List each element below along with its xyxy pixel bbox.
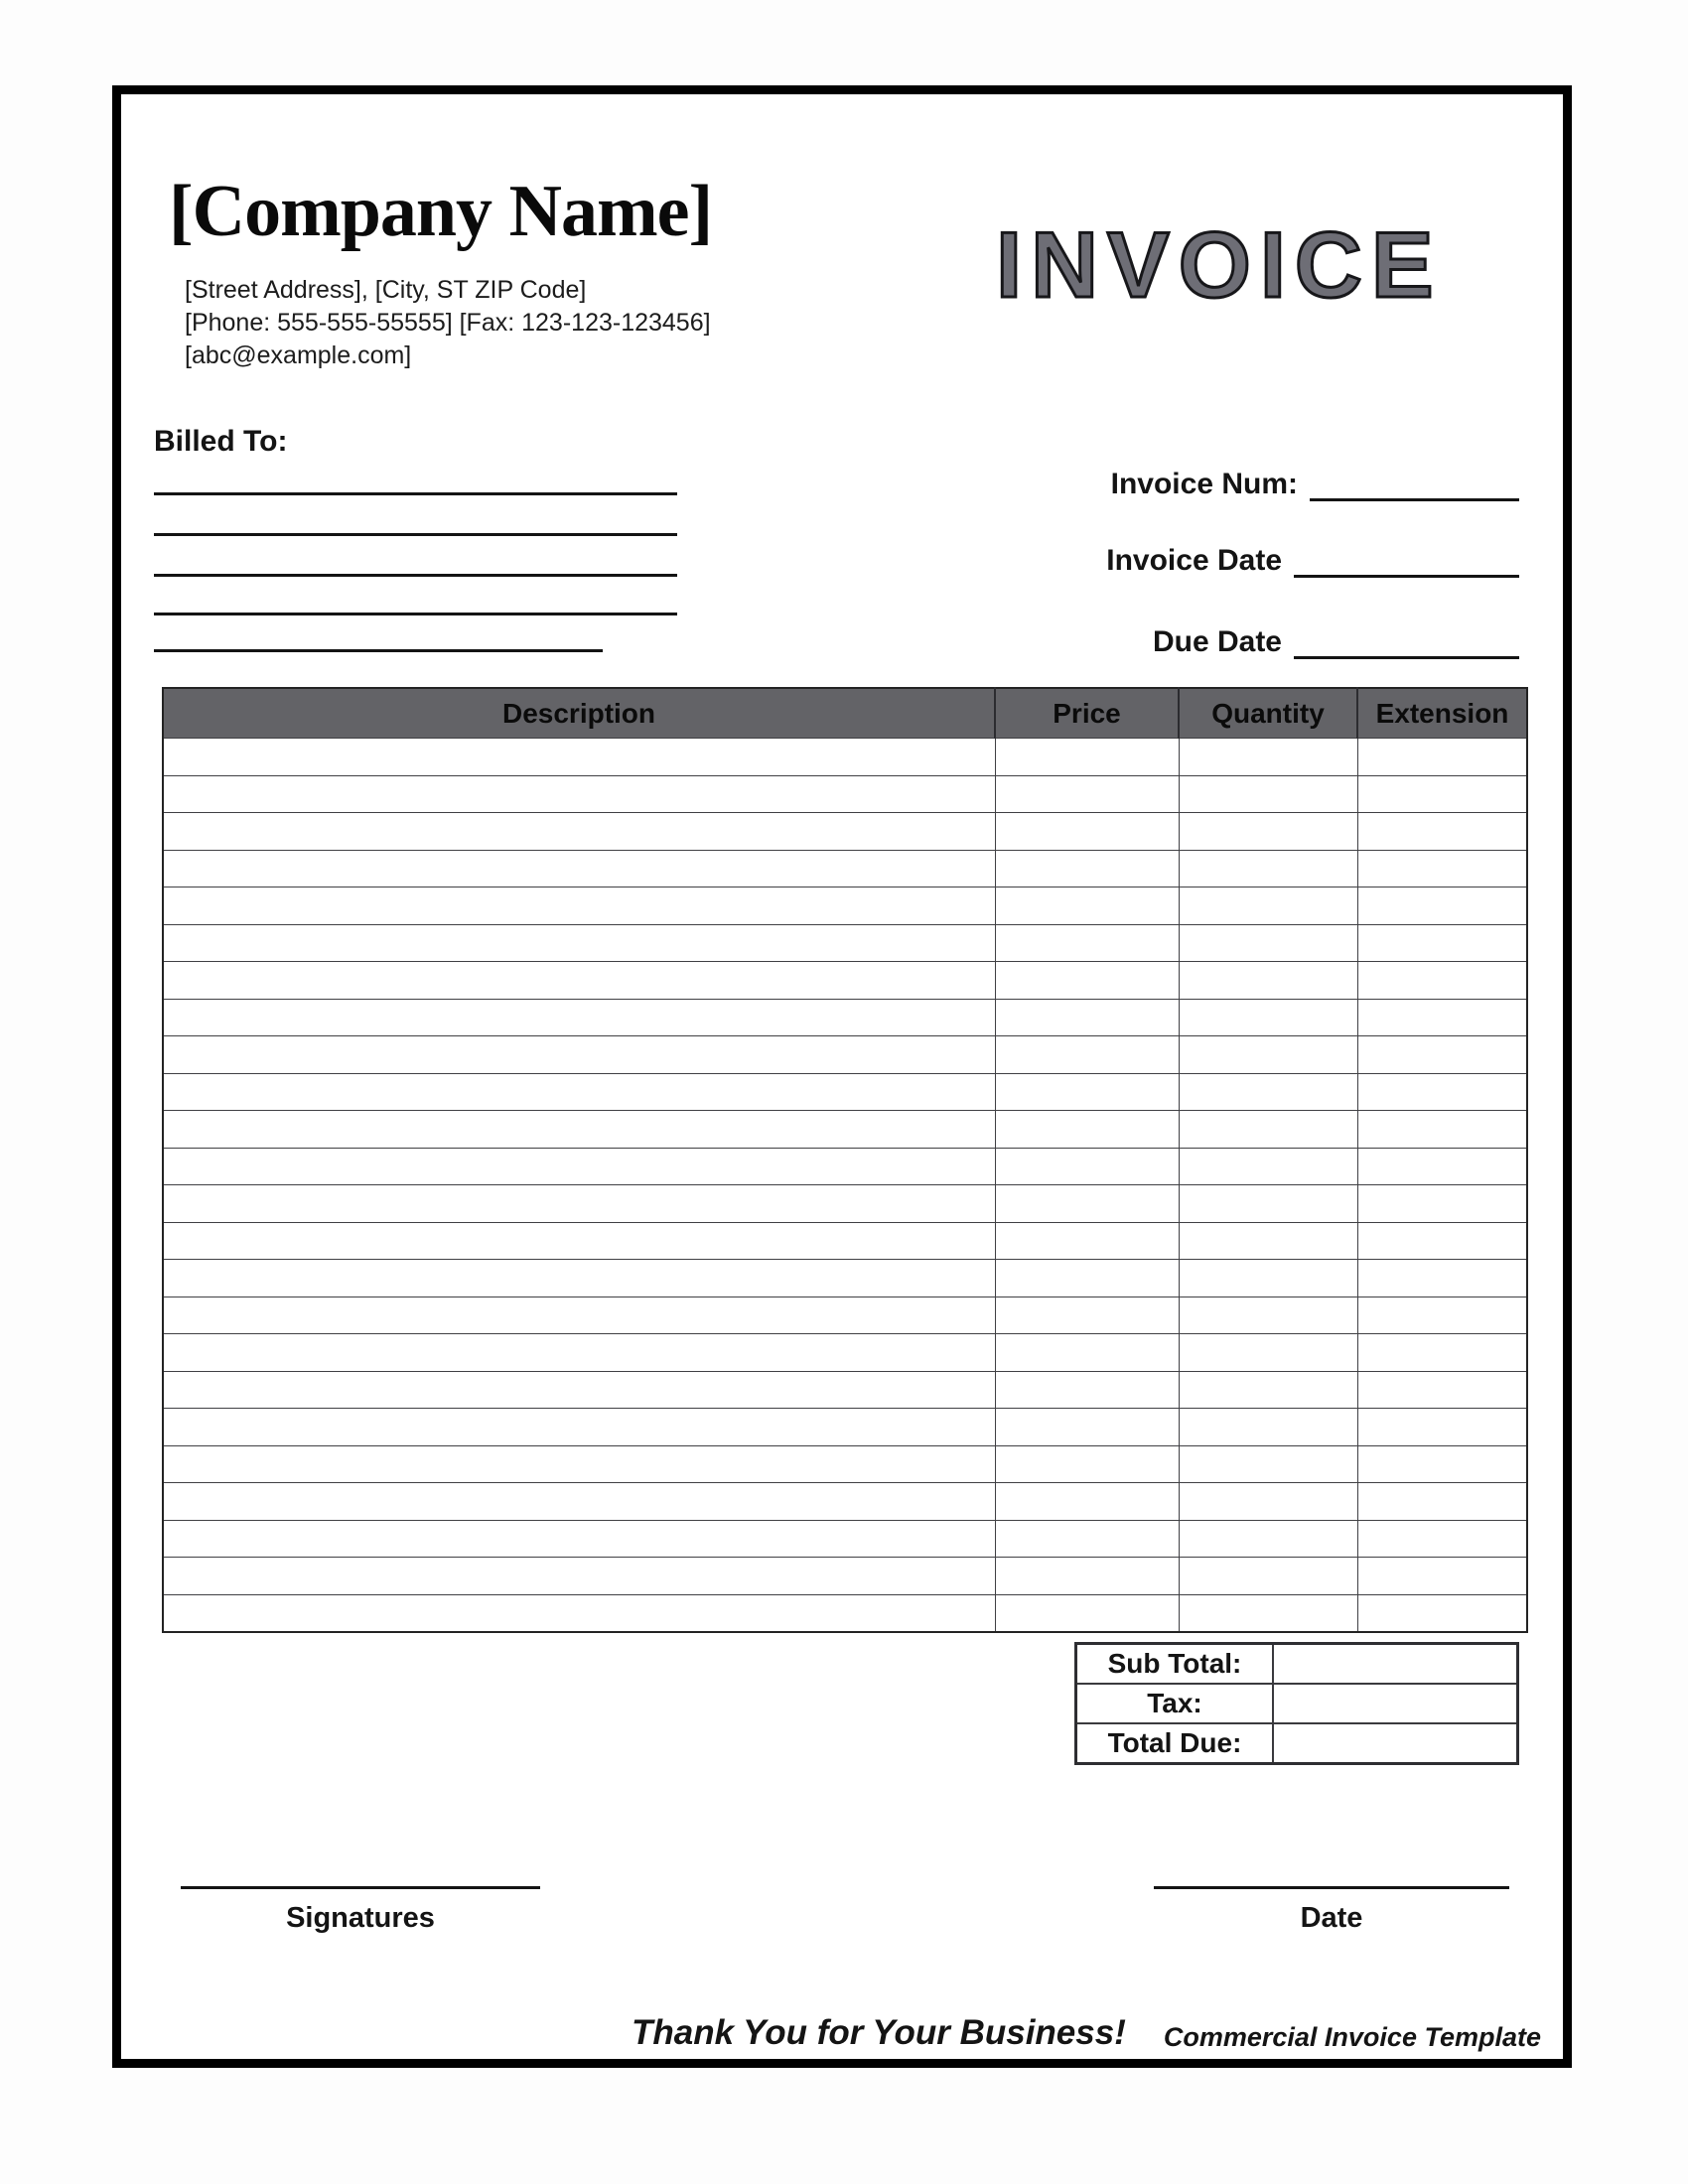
table-cell[interactable] [1357, 1334, 1527, 1372]
table-cell[interactable] [163, 813, 995, 851]
table-cell[interactable] [995, 1185, 1179, 1223]
table-cell[interactable] [995, 775, 1179, 813]
table-cell[interactable] [1357, 924, 1527, 962]
table-cell[interactable] [995, 1260, 1179, 1297]
table-cell[interactable] [163, 1185, 995, 1223]
table-cell[interactable] [1357, 1297, 1527, 1334]
tax-value-cell[interactable] [1273, 1684, 1518, 1723]
invoice-date-blank[interactable] [1294, 539, 1519, 578]
total-due-label: Total Due: [1076, 1723, 1274, 1764]
billed-to-blank-line[interactable] [154, 649, 603, 652]
table-cell[interactable] [1179, 1297, 1357, 1334]
table-row [163, 887, 1527, 925]
table-cell[interactable] [163, 739, 995, 776]
table-row [163, 1594, 1527, 1632]
signatures-label: Signatures [286, 1902, 435, 1934]
table-row [163, 1483, 1527, 1521]
table-cell[interactable] [1357, 1222, 1527, 1260]
table-row [163, 850, 1527, 887]
table-cell[interactable] [1179, 1222, 1357, 1260]
items-table-body [163, 739, 1527, 1633]
billed-to-label: Billed To: [154, 425, 288, 458]
footer-thanks-message: Thank You for Your Business! [632, 2013, 1126, 2052]
table-cell[interactable] [163, 850, 995, 887]
table-cell[interactable] [1357, 1036, 1527, 1074]
table-cell[interactable] [995, 1073, 1179, 1111]
table-row [163, 1111, 1527, 1149]
table-row [163, 1148, 1527, 1185]
table-cell[interactable] [163, 1520, 995, 1558]
table-row [163, 1334, 1527, 1372]
billed-to-blank-line[interactable] [154, 574, 677, 577]
table-cell[interactable] [163, 1148, 995, 1185]
due-date-label: Due Date [1152, 625, 1282, 658]
table-cell[interactable] [995, 1520, 1179, 1558]
table-cell[interactable] [1179, 1520, 1357, 1558]
table-cell[interactable] [1357, 999, 1527, 1036]
table-cell[interactable] [1357, 887, 1527, 925]
table-cell[interactable] [995, 962, 1179, 1000]
invoice-title: INVOICE [996, 212, 1443, 317]
table-cell[interactable] [1357, 850, 1527, 887]
table-cell[interactable] [1357, 1260, 1527, 1297]
table-cell[interactable] [1357, 813, 1527, 851]
table-cell[interactable] [995, 850, 1179, 887]
table-cell[interactable] [1179, 1111, 1357, 1149]
footer-template-name: Commercial Invoice Template [1163, 2022, 1541, 2052]
invoice-num-row [1111, 463, 1519, 501]
column-header-extension: Extension [1357, 688, 1527, 739]
table-cell[interactable] [163, 775, 995, 813]
table-row [163, 1371, 1527, 1409]
table-cell[interactable] [1179, 887, 1357, 925]
table-cell[interactable] [995, 1409, 1179, 1446]
table-cell[interactable] [995, 1036, 1179, 1074]
table-row [163, 1073, 1527, 1111]
table-cell[interactable] [1357, 962, 1527, 1000]
table-row [163, 1222, 1527, 1260]
table-cell[interactable] [1357, 775, 1527, 813]
subtotal-value-cell[interactable] [1273, 1644, 1518, 1685]
invoice-date-label: Invoice Date [1106, 544, 1282, 577]
company-address-line: [abc@example.com] [185, 341, 412, 369]
table-cell[interactable] [1179, 1148, 1357, 1185]
table-row [163, 1185, 1527, 1223]
table-cell[interactable] [163, 1036, 995, 1074]
table-row [163, 739, 1527, 776]
invoice-num-label: Invoice Num: [1110, 468, 1298, 500]
table-cell[interactable] [1357, 1185, 1527, 1223]
subtotal-label: Sub Total: [1076, 1644, 1274, 1685]
totals-table [1074, 1642, 1519, 1765]
table-row [163, 1445, 1527, 1483]
table-row [163, 999, 1527, 1036]
table-cell[interactable] [163, 1409, 995, 1446]
table-cell[interactable] [995, 1483, 1179, 1521]
table-cell[interactable] [1179, 1594, 1357, 1632]
table-cell[interactable] [1357, 1594, 1527, 1632]
table-cell[interactable] [163, 1483, 995, 1521]
table-cell[interactable] [1357, 1148, 1527, 1185]
date-blank-line[interactable] [1154, 1886, 1509, 1889]
company-address [185, 274, 711, 372]
billed-to-blank-line[interactable] [154, 613, 677, 615]
table-cell[interactable] [1357, 1558, 1527, 1595]
table-cell[interactable] [163, 1260, 995, 1297]
table-cell[interactable] [995, 1445, 1179, 1483]
due-date-row [1153, 620, 1519, 659]
tax-row [1076, 1684, 1518, 1723]
table-row [163, 813, 1527, 851]
signatures-blank-line[interactable] [181, 1886, 540, 1889]
table-cell[interactable] [1179, 1371, 1357, 1409]
table-cell[interactable] [995, 1371, 1179, 1409]
billed-to-blank-line[interactable] [154, 492, 677, 495]
table-cell[interactable] [995, 924, 1179, 962]
table-cell[interactable] [995, 1594, 1179, 1632]
table-cell[interactable] [1179, 1558, 1357, 1595]
table-cell[interactable] [163, 962, 995, 1000]
table-row [163, 1260, 1527, 1297]
table-cell[interactable] [163, 924, 995, 962]
line-items-table [162, 687, 1528, 1633]
invoice-date-row [1106, 539, 1519, 578]
table-cell[interactable] [995, 1148, 1179, 1185]
table-row [163, 1520, 1527, 1558]
table-cell[interactable] [1357, 1520, 1527, 1558]
company-address-line: [Phone: 555-555-55555] [Fax: 123-123-123456] [185, 309, 711, 337]
column-header-description: Description [163, 688, 995, 739]
table-cell[interactable] [1179, 962, 1357, 1000]
table-cell[interactable] [163, 1073, 995, 1111]
table-cell[interactable] [163, 1558, 995, 1595]
table-cell[interactable] [995, 1297, 1179, 1334]
column-header-quantity: Quantity [1179, 688, 1357, 739]
table-cell[interactable] [1357, 1073, 1527, 1111]
billed-to-blank-line[interactable] [154, 533, 677, 536]
table-cell[interactable] [1179, 775, 1357, 813]
table-cell[interactable] [163, 999, 995, 1036]
table-cell[interactable] [995, 739, 1179, 776]
table-cell[interactable] [1179, 1409, 1357, 1446]
table-cell[interactable] [1179, 924, 1357, 962]
table-cell[interactable] [1179, 1483, 1357, 1521]
table-cell[interactable] [1179, 999, 1357, 1036]
table-cell[interactable] [163, 1334, 995, 1372]
table-row [163, 1558, 1527, 1595]
table-cell[interactable] [163, 1297, 995, 1334]
tax-label: Tax: [1076, 1684, 1274, 1723]
table-cell[interactable] [1179, 1036, 1357, 1074]
table-cell[interactable] [1179, 739, 1357, 776]
table-cell[interactable] [995, 1558, 1179, 1595]
due-date-blank[interactable] [1294, 620, 1519, 659]
table-cell[interactable] [1179, 813, 1357, 851]
table-cell[interactable] [163, 1594, 995, 1632]
table-cell[interactable] [995, 813, 1179, 851]
total-due-row [1076, 1723, 1518, 1764]
table-cell[interactable] [163, 1111, 995, 1149]
table-cell[interactable] [1179, 1445, 1357, 1483]
table-cell[interactable] [1357, 739, 1527, 776]
table-row [163, 775, 1527, 813]
table-cell[interactable] [1179, 850, 1357, 887]
subtotal-row [1076, 1644, 1518, 1685]
table-cell[interactable] [1179, 1260, 1357, 1297]
table-cell[interactable] [163, 887, 995, 925]
table-row [163, 962, 1527, 1000]
table-row [163, 1036, 1527, 1074]
company-name: [Company Name] [169, 171, 713, 252]
table-cell[interactable] [1179, 1334, 1357, 1372]
table-header-row [163, 688, 1527, 739]
table-cell[interactable] [1357, 1409, 1527, 1446]
company-address-line: [Street Address], [City, ST ZIP Code] [185, 276, 587, 304]
table-cell[interactable] [995, 1334, 1179, 1372]
table-cell[interactable] [1357, 1445, 1527, 1483]
table-cell[interactable] [995, 1222, 1179, 1260]
table-cell[interactable] [163, 1371, 995, 1409]
table-cell[interactable] [1357, 1483, 1527, 1521]
invoice-num-blank[interactable] [1310, 463, 1519, 501]
table-cell[interactable] [163, 1222, 995, 1260]
table-row [163, 924, 1527, 962]
table-row [163, 1297, 1527, 1334]
table-cell[interactable] [995, 887, 1179, 925]
column-header-price: Price [995, 688, 1179, 739]
table-cell[interactable] [163, 1445, 995, 1483]
table-cell[interactable] [1179, 1073, 1357, 1111]
table-row [163, 1409, 1527, 1446]
date-label: Date [1300, 1902, 1363, 1934]
table-cell[interactable] [1357, 1111, 1527, 1149]
table-cell[interactable] [995, 1111, 1179, 1149]
table-cell[interactable] [1179, 1185, 1357, 1223]
table-cell[interactable] [995, 999, 1179, 1036]
total-due-value-cell[interactable] [1273, 1723, 1518, 1764]
table-cell[interactable] [1357, 1371, 1527, 1409]
